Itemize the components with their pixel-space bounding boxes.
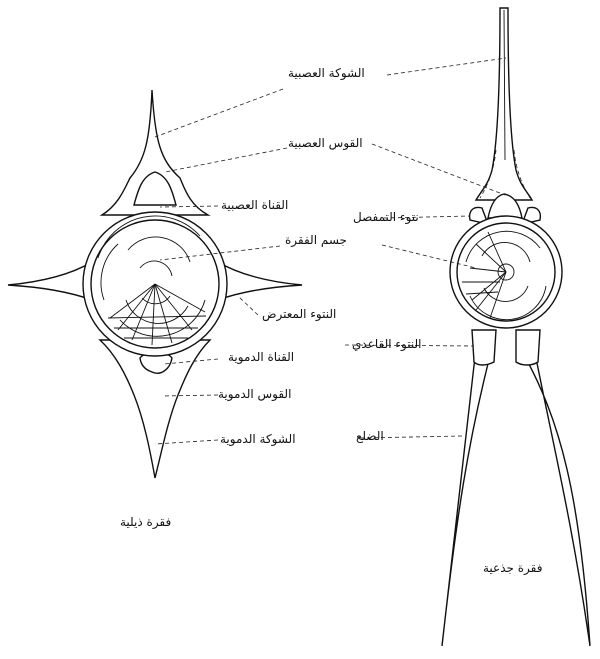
label-hemal-arch: القوس الدموية bbox=[218, 387, 292, 401]
label-neural-canal: القناة العصبية bbox=[221, 198, 289, 212]
caption-trunk-vertebra: فقرة جذعية bbox=[483, 561, 543, 575]
trunk-rib-right bbox=[520, 348, 590, 646]
label-vertebral-body: جسم الفقرة bbox=[285, 233, 347, 247]
trunk-basal-process-left bbox=[472, 330, 496, 365]
label-basal-process: النتوء القاعدي bbox=[352, 337, 422, 351]
caudal-transverse-process-right bbox=[218, 262, 302, 300]
label-transverse-process: النتوء المعترض bbox=[262, 307, 337, 321]
label-hemal-canal: القناة الدموية bbox=[228, 350, 295, 364]
label-neural-arch: القوس العصبية bbox=[288, 136, 363, 150]
trunk-basal-process-right bbox=[516, 330, 540, 365]
caudal-transverse-process-left bbox=[8, 262, 92, 300]
label-articular-process: نتوء التمفصل bbox=[353, 210, 419, 224]
trunk-rib-left bbox=[442, 348, 492, 646]
label-neural-spine-trunk: الشوكة العصبية bbox=[288, 66, 365, 80]
label-hemal-spine: الشوكة الدموية bbox=[220, 432, 296, 446]
caption-caudal-vertebra: فقرة ذيلية bbox=[120, 515, 172, 529]
caudal-vertebra-figure bbox=[8, 90, 302, 478]
label-rib: الضلع bbox=[356, 429, 384, 443]
trunk-vertebra-figure bbox=[442, 8, 590, 646]
